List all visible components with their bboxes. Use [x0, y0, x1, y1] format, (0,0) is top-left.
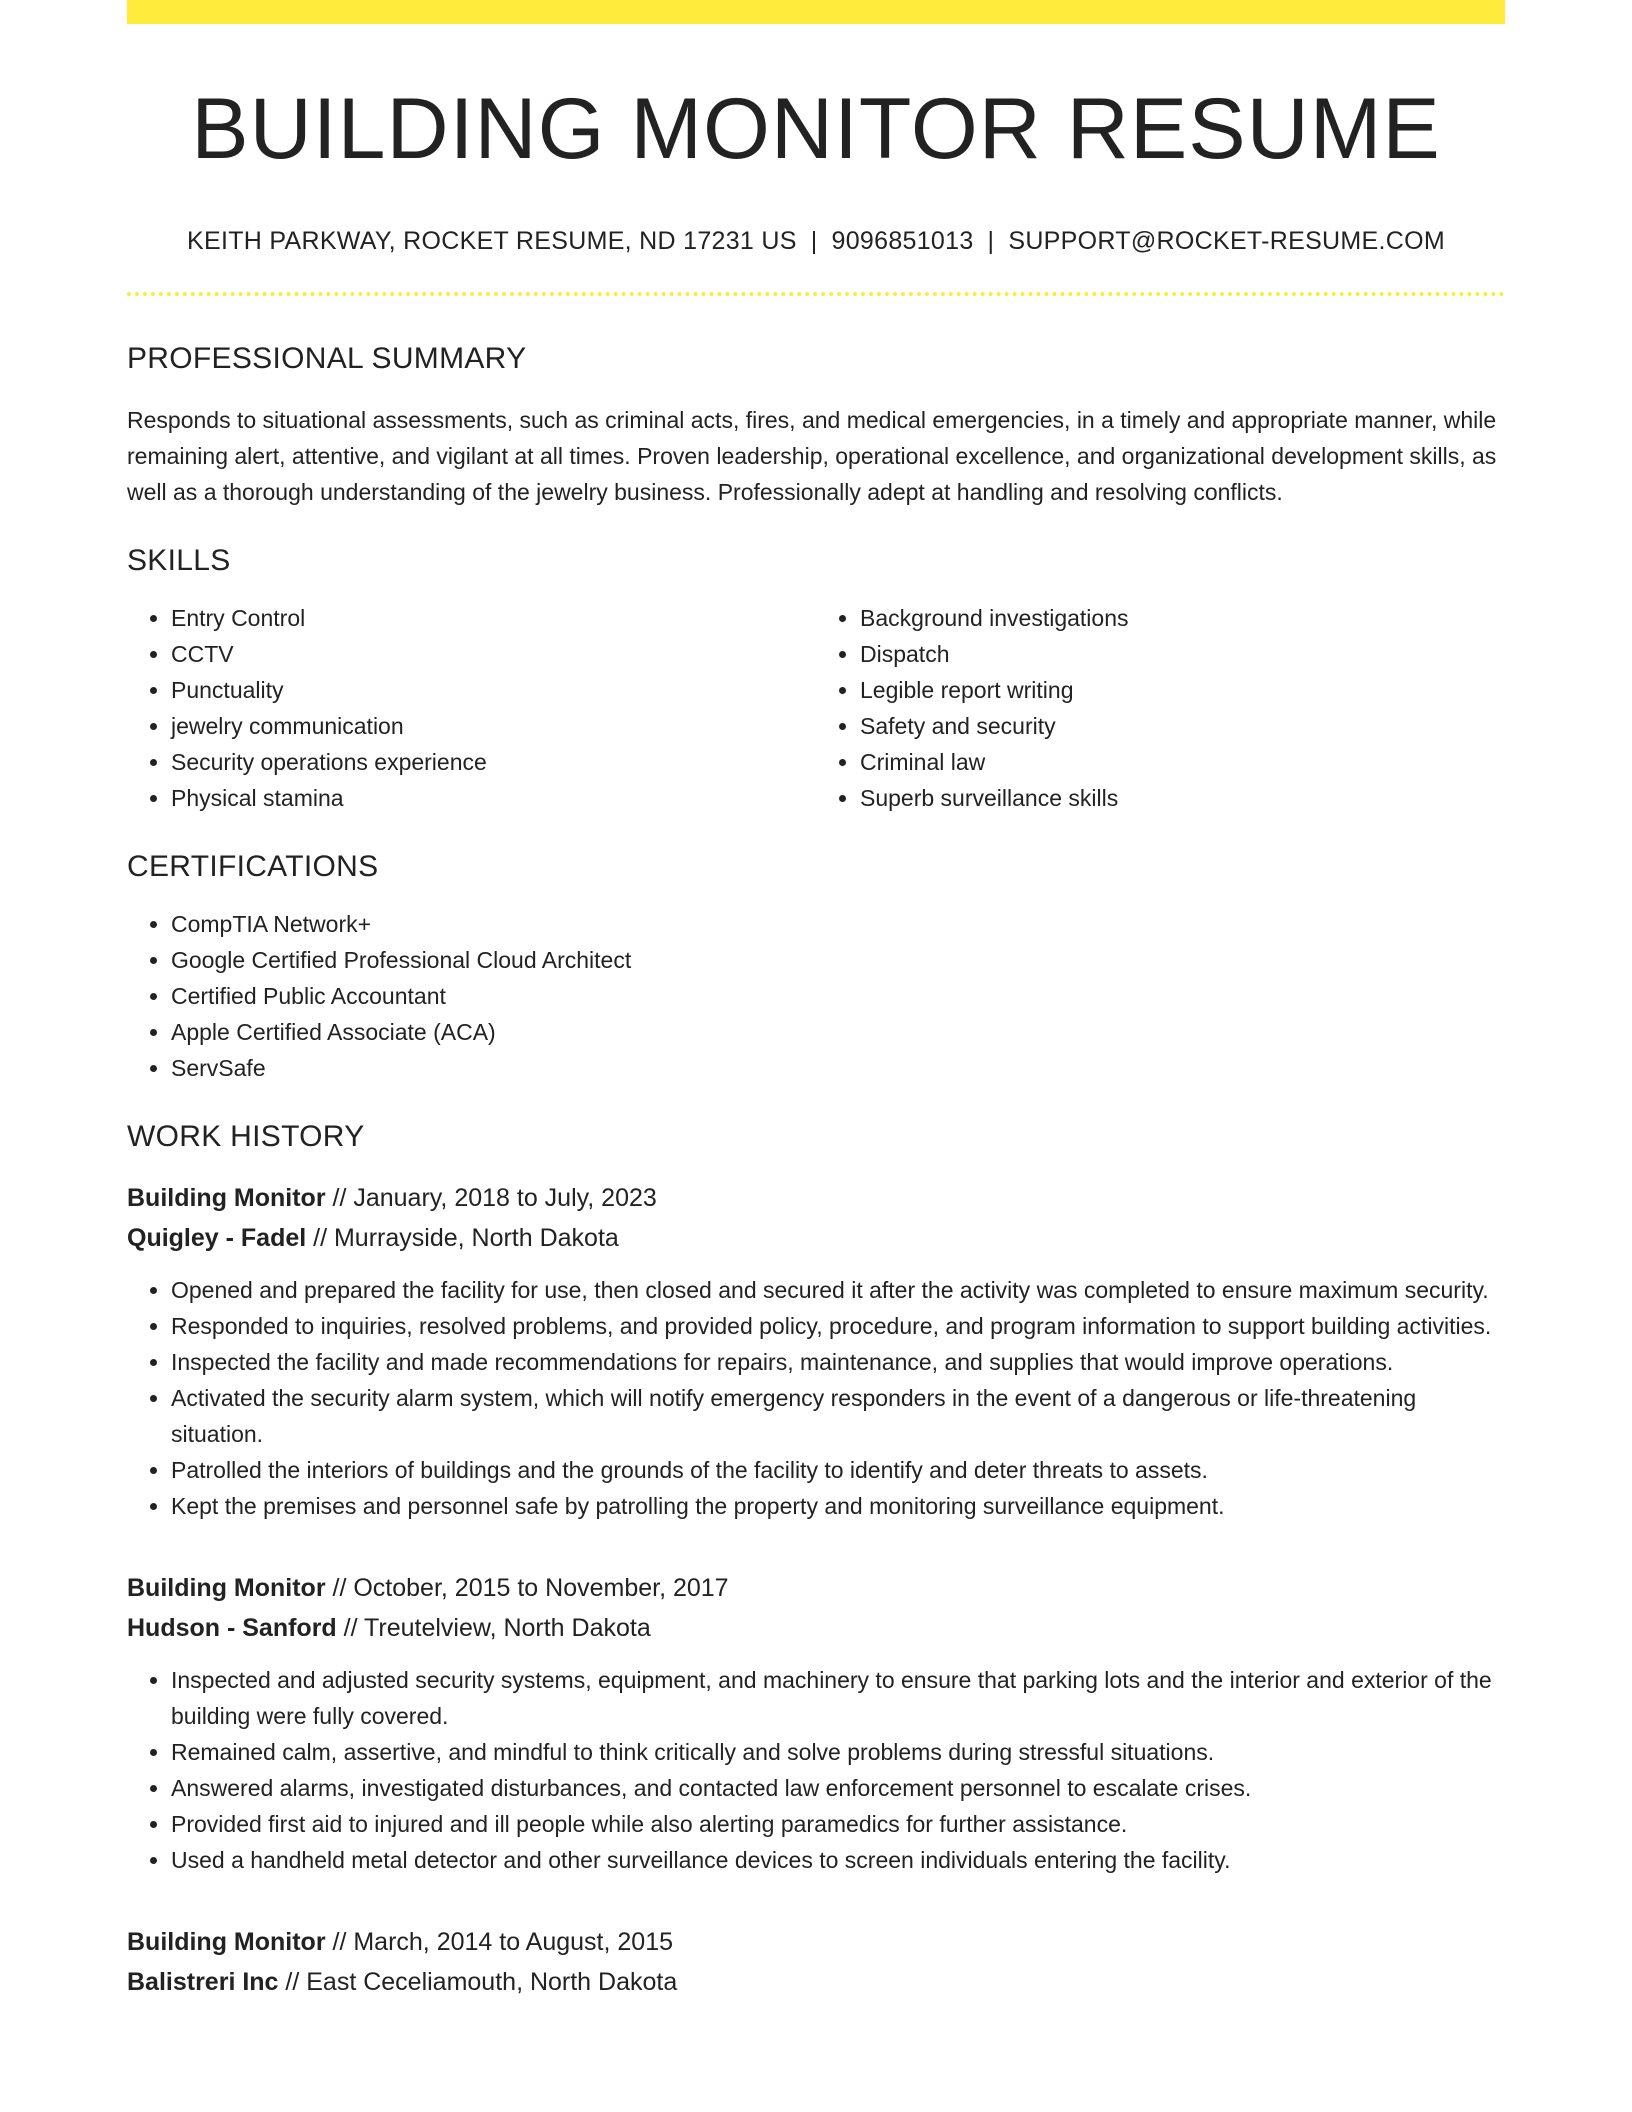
dotted-divider: [127, 292, 1505, 296]
skill-item: • Background investigations: [860, 600, 1505, 636]
contact-address: KEITH PARKWAY, ROCKET RESUME, ND 17231 US: [187, 226, 797, 255]
job-dates: // October, 2015 to November, 2017: [325, 1573, 729, 1602]
skills-list-left: [127, 600, 816, 816]
certifications-heading: CERTIFICATIONS: [127, 849, 379, 883]
job-bullet: • Remained calm, assertive, and mindful to think critically and solve problems during stressful situations.: [171, 1734, 1505, 1770]
job-bullet: • Inspected the facility and made recommendations for repairs, maintenance, and supplies that would improve operations.: [171, 1344, 1505, 1380]
job-bullet: • Kept the premises and personnel safe by patrolling the property and monitoring surveillance equipment.: [171, 1488, 1505, 1524]
job-company-line: [127, 1218, 1505, 1258]
job-bullet: • Activated the security alarm system, which will notify emergency responders in the event of a dangerous or life-threatening situation.: [171, 1380, 1505, 1452]
resume-title: BUILDING MONITOR RESUME: [191, 81, 1441, 177]
job-bullet: • Opened and prepared the facility for use, then closed and secured it after the activity was completed to ensure maximum security.: [171, 1272, 1505, 1308]
contact-phone: 9096851013: [831, 226, 974, 255]
skill-item: • Dispatch: [860, 636, 1505, 672]
work-history-heading: WORK HISTORY: [127, 1119, 365, 1153]
skill-item: • Safety and security: [860, 708, 1505, 744]
skill-item: • Superb surveillance skills: [860, 780, 1505, 816]
contact-email: SUPPORT@ROCKET-RESUME.COM: [1008, 226, 1445, 255]
job-dates: // January, 2018 to July, 2023: [325, 1183, 657, 1212]
job-role-line: [127, 1178, 1505, 1218]
skill-item: • Legible report writing: [860, 672, 1505, 708]
contact-line: [127, 227, 1505, 256]
skill-item: • jewelry communication: [171, 708, 816, 744]
job-role: Building Monitor: [127, 1183, 326, 1212]
certification-item: • Apple Certified Associate (ACA): [171, 1014, 1505, 1050]
resume-page: [127, 0, 1505, 2002]
job-entry: [127, 1922, 1505, 2002]
job-company: Quigley - Fadel: [127, 1223, 307, 1252]
job-bullets: [127, 1272, 1505, 1524]
job-company-line: [127, 1962, 1505, 2002]
job-bullet: • Answered alarms, investigated disturbances, and contacted law enforcement personnel to escalate crises.: [171, 1770, 1505, 1806]
summary-heading: PROFESSIONAL SUMMARY: [127, 341, 527, 375]
job-company: Balistreri Inc: [127, 1967, 279, 1996]
skill-item: • Physical stamina: [171, 780, 816, 816]
certification-item: • CompTIA Network+: [171, 906, 1505, 942]
certifications-list: [127, 906, 1505, 1086]
job-location: // Murrayside, North Dakota: [306, 1223, 619, 1252]
contact-separator: |: [810, 226, 818, 255]
job-location: // Treutelview, North Dakota: [336, 1613, 651, 1642]
skill-item: • Punctuality: [171, 672, 816, 708]
summary-text: Responds to situational assessments, such as criminal acts, fires, and medical emergencies, in a timely and appropriate manner, while remaining alert, attentive, and vigilant at all times. Proven leadership, operational excellence, and organizational development skills, as well as a thorough understanding of the jewelry business. Professionally adept at handling and resolving conflicts.: [127, 406, 1497, 505]
job-company-line: [127, 1608, 1505, 1648]
job-entry: [127, 1568, 1505, 1878]
job-bullet: • Inspected and adjusted security systems, equipment, and machinery to ensure that parking lots and the interior and exterior of the building were fully covered.: [171, 1662, 1505, 1734]
certification-item: • Google Certified Professional Cloud Architect: [171, 942, 1505, 978]
certification-item: • Certified Public Accountant: [171, 978, 1505, 1014]
top-accent-bar: [127, 0, 1505, 24]
job-role-line: [127, 1922, 1505, 1962]
job-entry: [127, 1178, 1505, 1524]
job-bullet: • Provided first aid to injured and ill people while also alerting paramedics for further assistance.: [171, 1806, 1505, 1842]
job-bullet: • Responded to inquiries, resolved problems, and provided policy, procedure, and program information to support building activities.: [171, 1308, 1505, 1344]
job-bullet: • Used a handheld metal detector and other surveillance devices to screen individuals entering the facility.: [171, 1842, 1505, 1878]
job-bullet: • Patrolled the interiors of buildings and the grounds of the facility to identify and deter threats to assets.: [171, 1452, 1505, 1488]
skill-item: • Entry Control: [171, 600, 816, 636]
skills-heading: SKILLS: [127, 543, 231, 577]
skills-columns: [127, 600, 1505, 816]
job-dates: // March, 2014 to August, 2015: [325, 1927, 674, 1956]
job-bullets: [127, 1662, 1505, 1878]
skill-item: • CCTV: [171, 636, 816, 672]
skill-item: • Criminal law: [860, 744, 1505, 780]
job-role-line: [127, 1568, 1505, 1608]
job-role: Building Monitor: [127, 1927, 326, 1956]
contact-separator: |: [987, 226, 995, 255]
skills-list-right: [816, 600, 1505, 816]
job-role: Building Monitor: [127, 1573, 326, 1602]
job-location: // East Ceceliamouth, North Dakota: [278, 1967, 678, 1996]
skill-item: • Security operations experience: [171, 744, 816, 780]
job-company: Hudson - Sanford: [127, 1613, 337, 1642]
certification-item: • ServSafe: [171, 1050, 1505, 1086]
